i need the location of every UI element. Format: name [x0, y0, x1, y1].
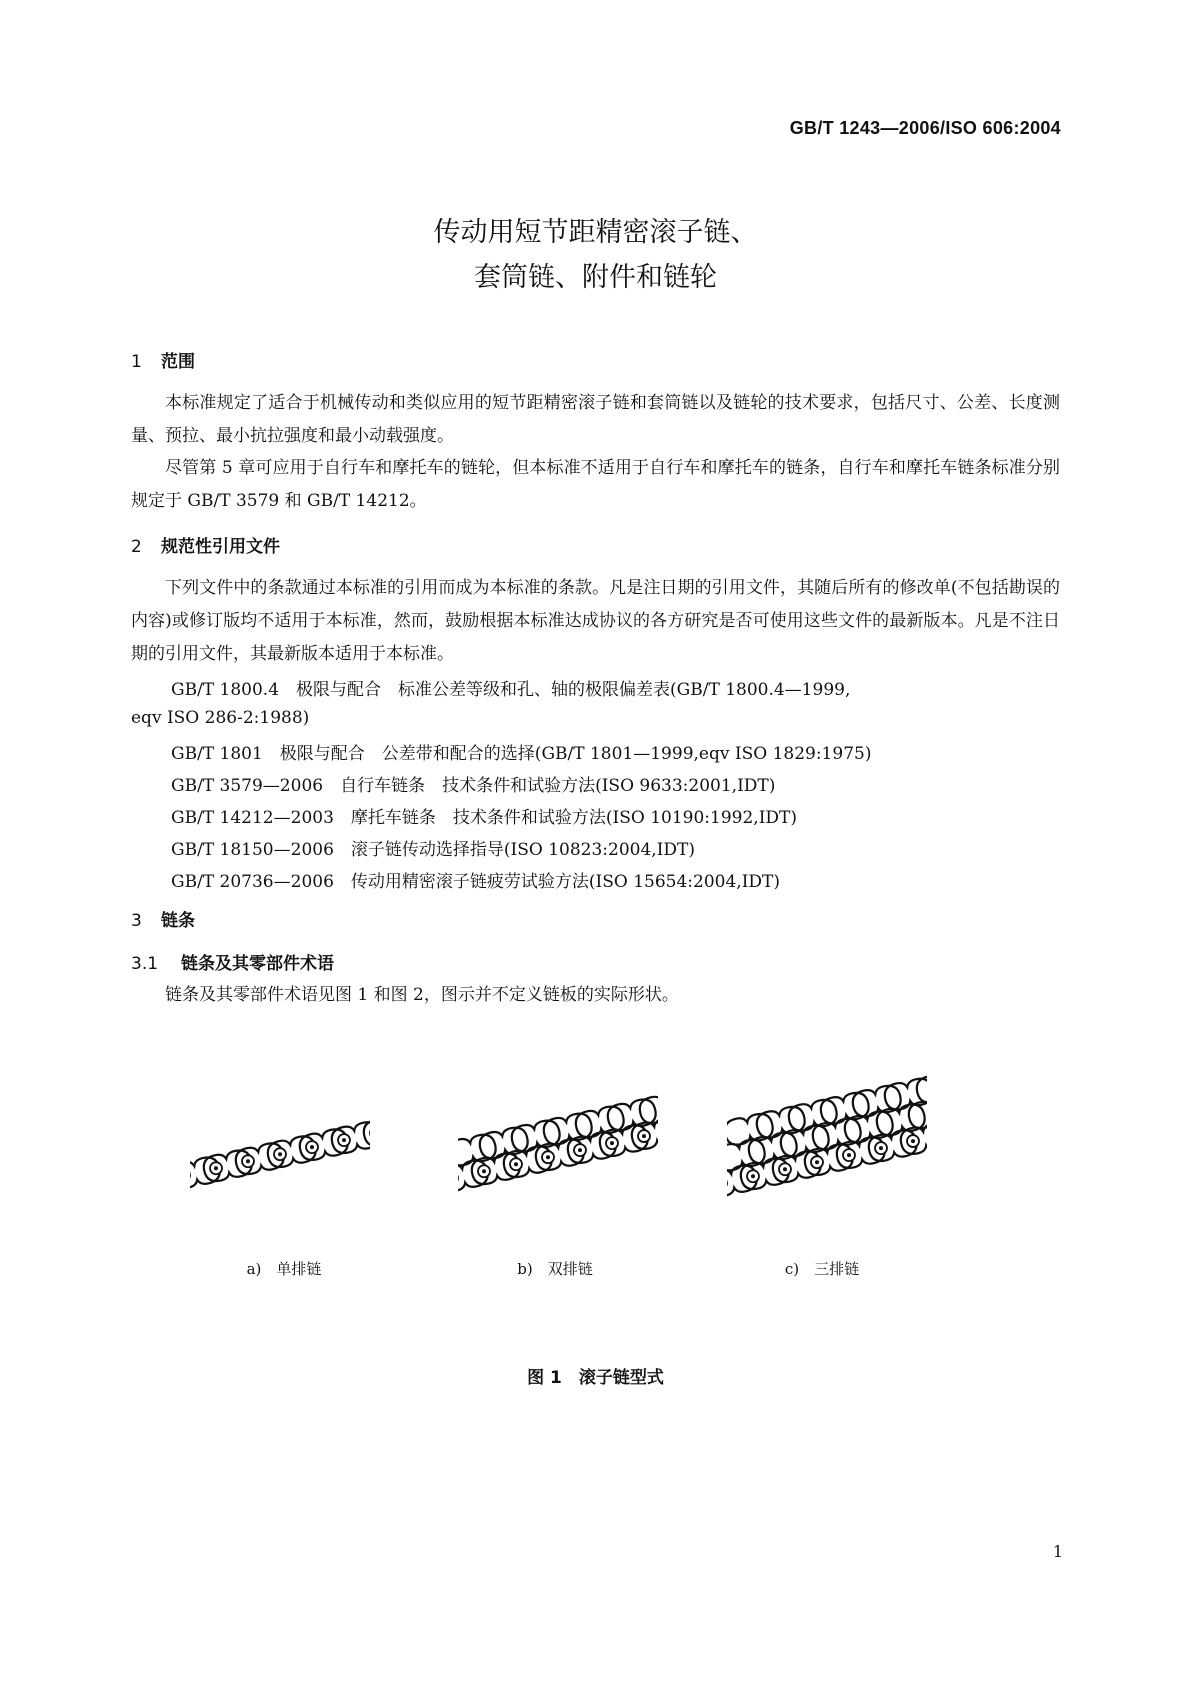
- section-title: 范围: [161, 352, 195, 372]
- figure-caption-a: a) 单排链: [246, 1260, 322, 1278]
- chain-link-plate: [811, 1116, 863, 1151]
- reference-item-continued: eqv ISO 286-2:1988): [131, 708, 310, 728]
- subsection-number: 3.1: [131, 954, 159, 974]
- section-1-para-1: 本标准规定了适合于机械传动和类似应用的短节距精密滚子链和套筒链以及链轮的技术要求，包括尺寸、公差、长度测量、预拉、最小抗拉强度和最小动载强度。: [131, 393, 1060, 446]
- single-strand-chain-illustration: [190, 1080, 370, 1200]
- chain-pin: [214, 1166, 218, 1170]
- chain-pin: [847, 1153, 851, 1157]
- figure-caption-b: b) 双排链: [517, 1260, 593, 1278]
- section-1-heading: [131, 347, 195, 372]
- chain-link-plate: [755, 1105, 807, 1140]
- chain-link-plate: [574, 1104, 626, 1139]
- reference-item: GB/T 14212—2003 摩托车链条 技术条件和试验方法(ISO 10190:1992,IDT): [171, 808, 798, 828]
- chain-pin: [246, 1159, 250, 1163]
- section-number: 3: [131, 911, 142, 931]
- chain-pin: [278, 1152, 282, 1156]
- chain-pin: [610, 1141, 614, 1145]
- subsection-3-1-para: 链条及其零部件术语见图 1 和图 2，图示并不定义链板的实际形状。: [165, 985, 679, 1005]
- section-title: 链条: [161, 911, 195, 931]
- chain-link-plate: [606, 1097, 658, 1132]
- chain-pin: [546, 1155, 550, 1159]
- reference-item: GB/T 1801 极限与配合 公差带和配合的选择(GB/T 1801—1999,eqv ISO 1829:1975): [171, 744, 872, 764]
- chain-link-plate: [510, 1118, 562, 1153]
- chain-link-plate: [843, 1109, 895, 1144]
- section-1-para-2: 尽管第 5 章可应用于自行车和摩托车的链轮，但本标准不适用于自行车和摩托车的链条，自行车和摩托车链条标准分别规定于 GB/T 3579 和 GB/T 14212。: [131, 458, 1060, 511]
- chain-link-plate: [542, 1111, 594, 1146]
- chain-link-plate: [787, 1098, 839, 1133]
- chain-link-plate: [819, 1090, 871, 1125]
- chain-pin: [751, 1174, 755, 1178]
- chain-pin: [514, 1162, 518, 1166]
- title-line-1: 传动用短节距精密滚子链、: [433, 217, 758, 248]
- page-number: 1: [1052, 1542, 1063, 1561]
- chain-link-plate: [915, 1069, 927, 1104]
- chain-pin: [911, 1139, 915, 1143]
- section-2-para-1: 下列文件中的条款通过本标准的引用而成为本标准的条款。凡是注日期的引用文件，其随后所有的修改单(不包括勘误的内容)或修订版均不适用于本标准，然而，鼓励根据本标准达成协议的各方研究是否可使用这些文件的最新版本。凡是不注日期的引用文件，其最新版本适用于本标准。: [131, 578, 1060, 664]
- chain-link-plate: [875, 1102, 927, 1137]
- chain-link-plate: [478, 1125, 530, 1160]
- chain-link-plate: [747, 1130, 799, 1165]
- subsection-3-1-heading: [131, 949, 334, 974]
- section-number: 2: [131, 537, 142, 557]
- chain-pin: [342, 1138, 346, 1142]
- chain-pin: [815, 1160, 819, 1164]
- chain-pin: [783, 1167, 787, 1171]
- figure-title: 图 1 滚子链型式: [527, 1368, 664, 1388]
- chain-link-plate: [458, 1132, 498, 1167]
- reference-item: GB/T 20736—2006 传动用精密滚子链疲劳试验方法(ISO 15654:2004,IDT): [171, 872, 781, 892]
- chain-link-plate: [362, 1113, 370, 1148]
- chain-pin: [879, 1146, 883, 1150]
- chain-pin: [310, 1145, 314, 1149]
- section-number: 1: [131, 352, 142, 372]
- chain-link-plate: [779, 1123, 831, 1158]
- title-line-2: 套筒链、附件和链轮: [474, 262, 717, 293]
- subsection-title: 链条及其零部件术语: [181, 954, 334, 974]
- reference-item: GB/T 3579—2006 自行车链条 技术条件和试验方法(ISO 9633:2001,IDT): [171, 776, 776, 796]
- triple-strand-chain-illustration: [727, 1058, 927, 1208]
- chain-pin: [482, 1169, 486, 1173]
- standard-number: GB/T 1243—2006/ISO 606:2004: [789, 118, 1061, 138]
- section-3-heading: [131, 906, 195, 931]
- figure-caption-c: c) 三排链: [784, 1260, 860, 1278]
- section-title: 规范性引用文件: [161, 537, 280, 557]
- chain-pin: [642, 1134, 646, 1138]
- chain-pin: [578, 1148, 582, 1152]
- chain-link-plate: [851, 1083, 903, 1118]
- reference-item: GB/T 18150—2006 滚子链传动选择指导(ISO 10823:2004,IDT): [171, 840, 696, 860]
- section-2-heading: [131, 532, 280, 557]
- double-strand-chain-illustration: [458, 1078, 658, 1203]
- document-title: [0, 210, 1191, 300]
- reference-item: GB/T 1800.4 极限与配合 标准公差等级和孔、轴的极限偏差表(GB/T 1800.4—1999,: [171, 680, 851, 700]
